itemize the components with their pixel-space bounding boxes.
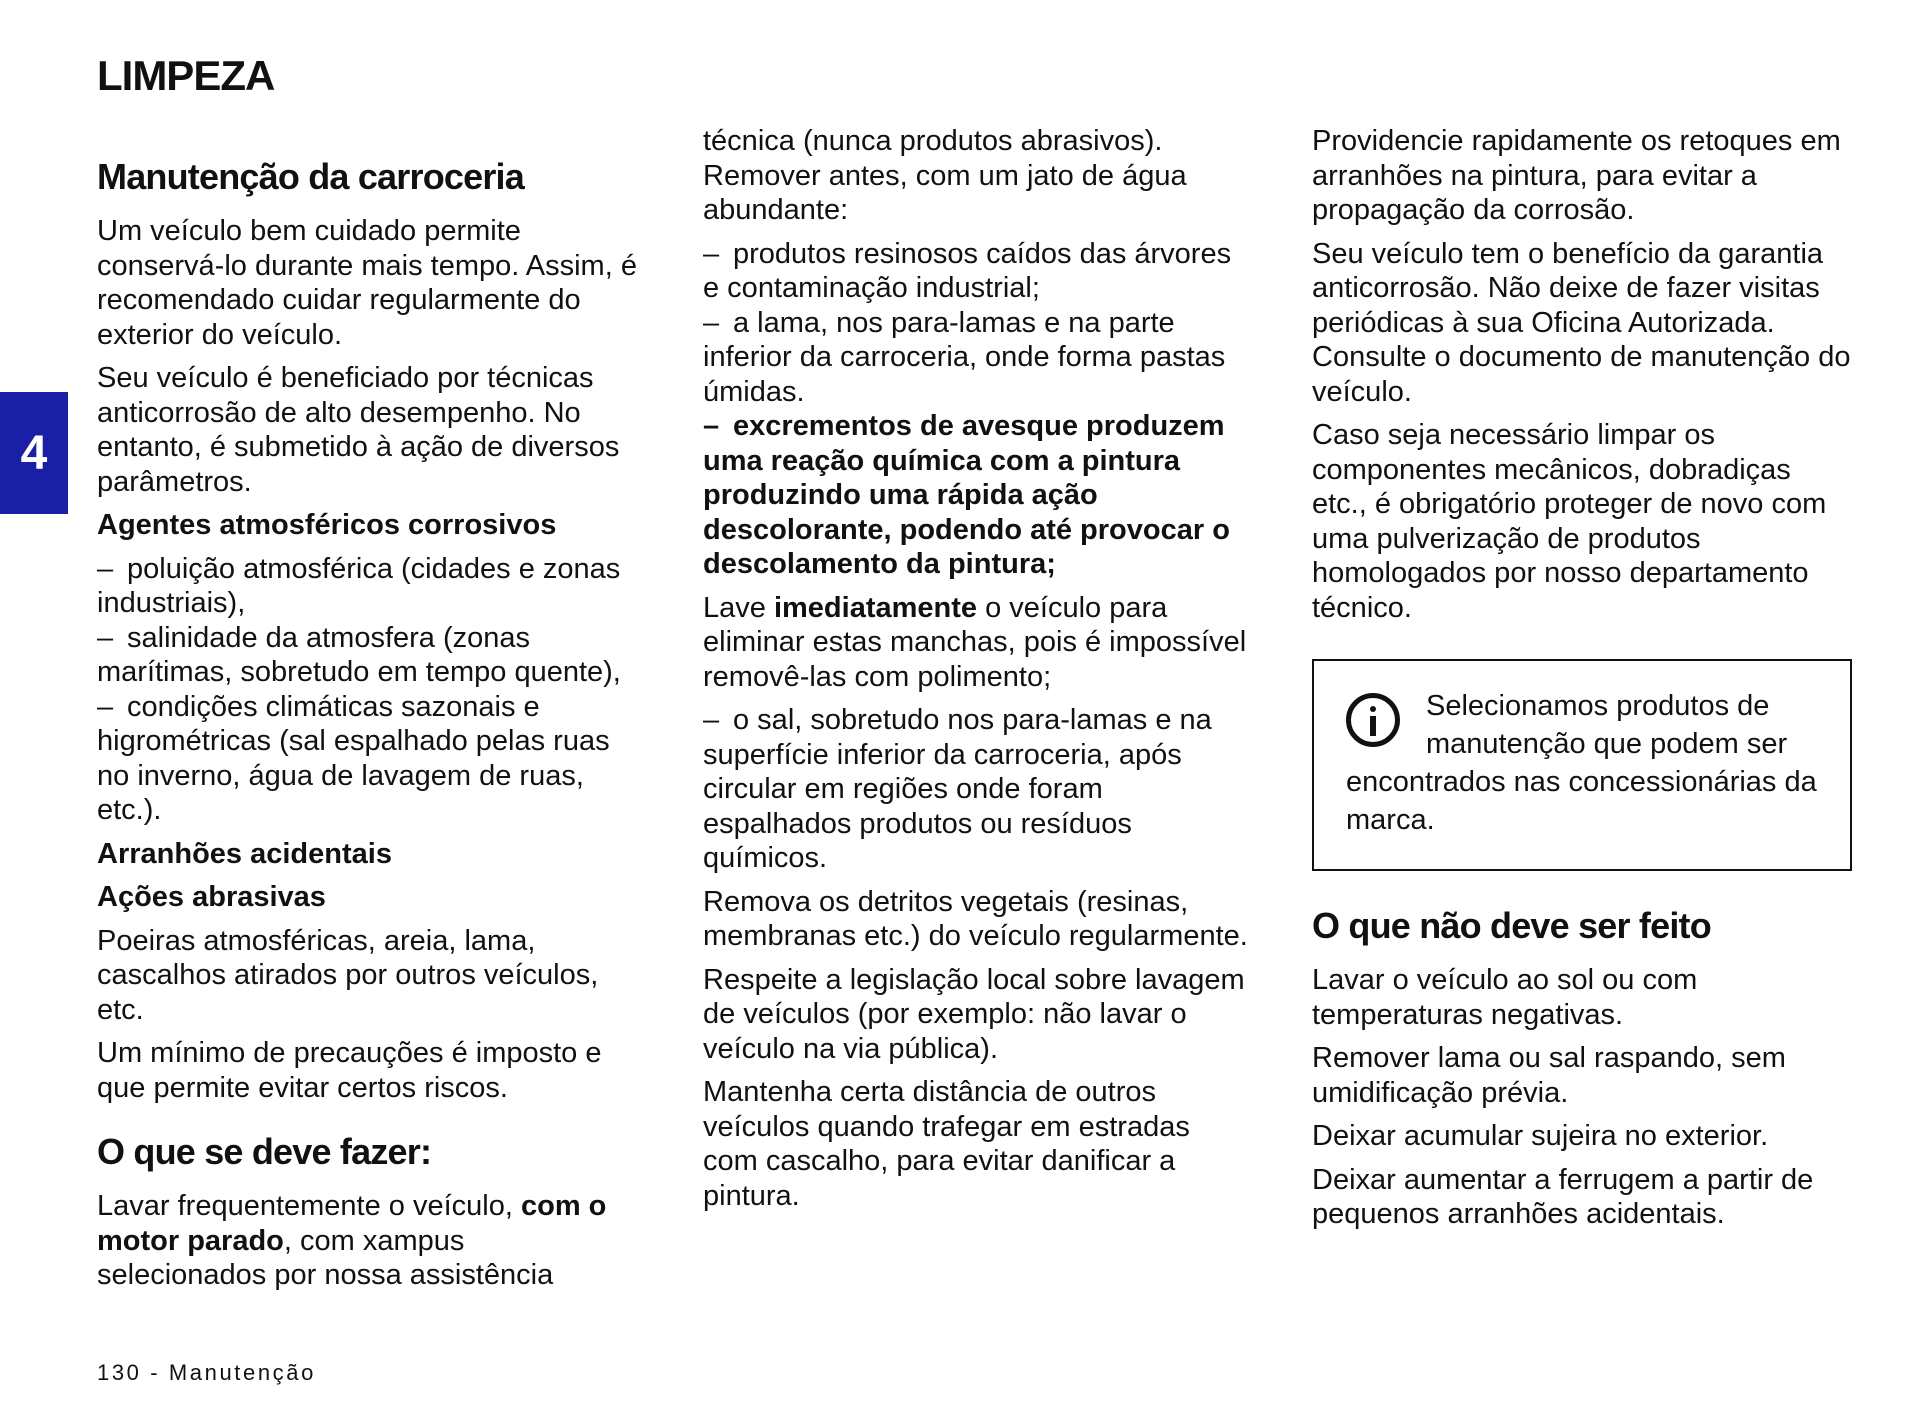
info-box bbox=[1312, 659, 1852, 871]
dash-item bbox=[97, 621, 637, 690]
page-title: LIMPEZA bbox=[97, 52, 275, 99]
column-right bbox=[1312, 124, 1852, 1241]
dash-marker: – bbox=[97, 690, 114, 723]
dash-item bbox=[703, 703, 1248, 876]
dash-item-text: o sal, sobretudo nos para-lamas e na superfície inferior da carroceria, após circular em regiões onde foram espalhados produtos ou resíduos químicos. bbox=[703, 704, 1212, 874]
dash-item-text: poluição atmosférica (cidades e zonas industriais), bbox=[97, 552, 621, 619]
dash-marker: – bbox=[97, 621, 114, 654]
dash-marker: – bbox=[703, 306, 720, 339]
dash-item bbox=[703, 409, 1248, 582]
paragraph: Respeite a legislação local sobre lavagem de veículos (por exemplo: não lavar o veículo na via pública). bbox=[703, 963, 1245, 1065]
dash-marker: – bbox=[703, 704, 720, 736]
paragraph: Caso seja necessário limpar os componentes mecânicos, dobradiças etc., é obrigatório proteger de novo com uma pulverização de produtos homologados por nosso departamento técnico. bbox=[1312, 419, 1827, 624]
paragraph bbox=[703, 591, 1248, 695]
subheading-corrosive-agents: Agentes atmosféricos corrosivos bbox=[97, 509, 557, 541]
paragraph: Remover lama ou sal raspando, sem umidificação prévia. bbox=[1312, 1042, 1786, 1109]
text-run: o veículo para eliminar estas manchas, pois é impossível removê-las com polimento; bbox=[703, 591, 1247, 693]
dash-item bbox=[703, 306, 1248, 410]
info-box-text: Selecionamos produtos de manutenção que podem ser encontrados nas concessionárias da marca. bbox=[1346, 690, 1817, 836]
dash-item-text: a lama, nos para-lamas e na parte inferior da carroceria, onde forma pastas úmidas. bbox=[703, 306, 1226, 408]
bold-text: imediatamente bbox=[773, 591, 978, 624]
dash-marker: – bbox=[97, 552, 114, 585]
section-heading-what-to-do: O que se deve fazer: bbox=[97, 1131, 432, 1172]
dash-marker: – bbox=[703, 237, 720, 270]
paragraph: Deixar aumentar a ferrugem a partir de pequenos arranhões acidentais. bbox=[1312, 1163, 1814, 1230]
paragraph: Mantenha certa distância de outros veículos quando trafegar em estradas com cascalho, para evitar danificar a pintura. bbox=[703, 1076, 1190, 1212]
paragraph: Lavar o veículo ao sol ou com temperaturas negativas. bbox=[1312, 964, 1698, 1031]
dash-item bbox=[97, 552, 637, 621]
paragraph: Seu veículo é beneficiado por técnicas anticorrosão de alto desempenho. No entanto, é submetido à ação de diversos parâmetros. bbox=[97, 362, 620, 498]
bold-warning-text: excrementos de avesque produzem uma reação química com a pintura produzindo uma rápida ação descolorante, podendo até provocar o descolamento da pintura; bbox=[703, 410, 1230, 580]
column-middle bbox=[703, 124, 1248, 1222]
bold-text: com o motor parado bbox=[97, 1190, 607, 1257]
paragraph: Um mínimo de precauções é imposto e que permite evitar certos riscos. bbox=[97, 1037, 602, 1104]
section-heading-body-maintenance: Manutenção da carroceria bbox=[97, 156, 524, 197]
text-run: Lavar frequentemente o veículo, bbox=[97, 1190, 521, 1222]
text-run: , com xampus selecionados por nossa assistência bbox=[97, 1224, 554, 1291]
text-run: Lave bbox=[703, 591, 774, 624]
chapter-tab: 4 bbox=[0, 392, 68, 514]
dash-item bbox=[97, 690, 637, 828]
page-footer: 130 - Manutenção bbox=[97, 1360, 316, 1385]
subheading-abrasive-actions: Ações abrasivas bbox=[97, 881, 326, 913]
paragraph: Remova os detritos vegetais (resinas, membranas etc.) do veículo regularmente. bbox=[703, 885, 1248, 952]
dash-item-text: salinidade da atmosfera (zonas marítimas, sobretudo em tempo quente), bbox=[97, 621, 621, 688]
paragraph: Poeiras atmosféricas, areia, lama, cascalhos atirados por outros veículos, etc. bbox=[97, 924, 599, 1026]
paragraph: Providencie rapidamente os retoques em arranhões na pintura, para evitar a propagação da corrosão. bbox=[1312, 125, 1841, 226]
section-heading-what-not-to-do: O que não deve ser feito bbox=[1312, 905, 1711, 946]
dash-item bbox=[703, 237, 1248, 306]
subheading-accidental-scratches: Arranhões acidentais bbox=[97, 837, 392, 870]
dash-item-text: produtos resinosos caídos das árvores e contaminação industrial; bbox=[703, 237, 1232, 304]
dash-marker: – bbox=[703, 410, 720, 442]
paragraph bbox=[97, 1189, 637, 1293]
paragraph: Um veículo bem cuidado permite conservá-lo durante mais tempo. Assim, é recomendado cuidar regularmente do exterior do veículo. bbox=[97, 215, 637, 351]
dash-item-text: condições climáticas sazonais e higrométricas (sal espalhado pelas ruas no inverno, água de lavagem de ruas, etc.). bbox=[97, 690, 610, 826]
column-left bbox=[97, 156, 637, 1302]
paragraph: técnica (nunca produtos abrasivos). Remover antes, com um jato de água abundante: bbox=[703, 125, 1187, 226]
paragraph: Seu veículo tem o benefício da garantia anticorrosão. Não deixe de fazer visitas periódicas à sua Oficina Autorizada. Consulte o documento de manutenção do veículo. bbox=[1312, 237, 1851, 408]
paragraph: Deixar acumular sujeira no exterior. bbox=[1312, 1120, 1769, 1152]
info-icon bbox=[1346, 693, 1400, 747]
